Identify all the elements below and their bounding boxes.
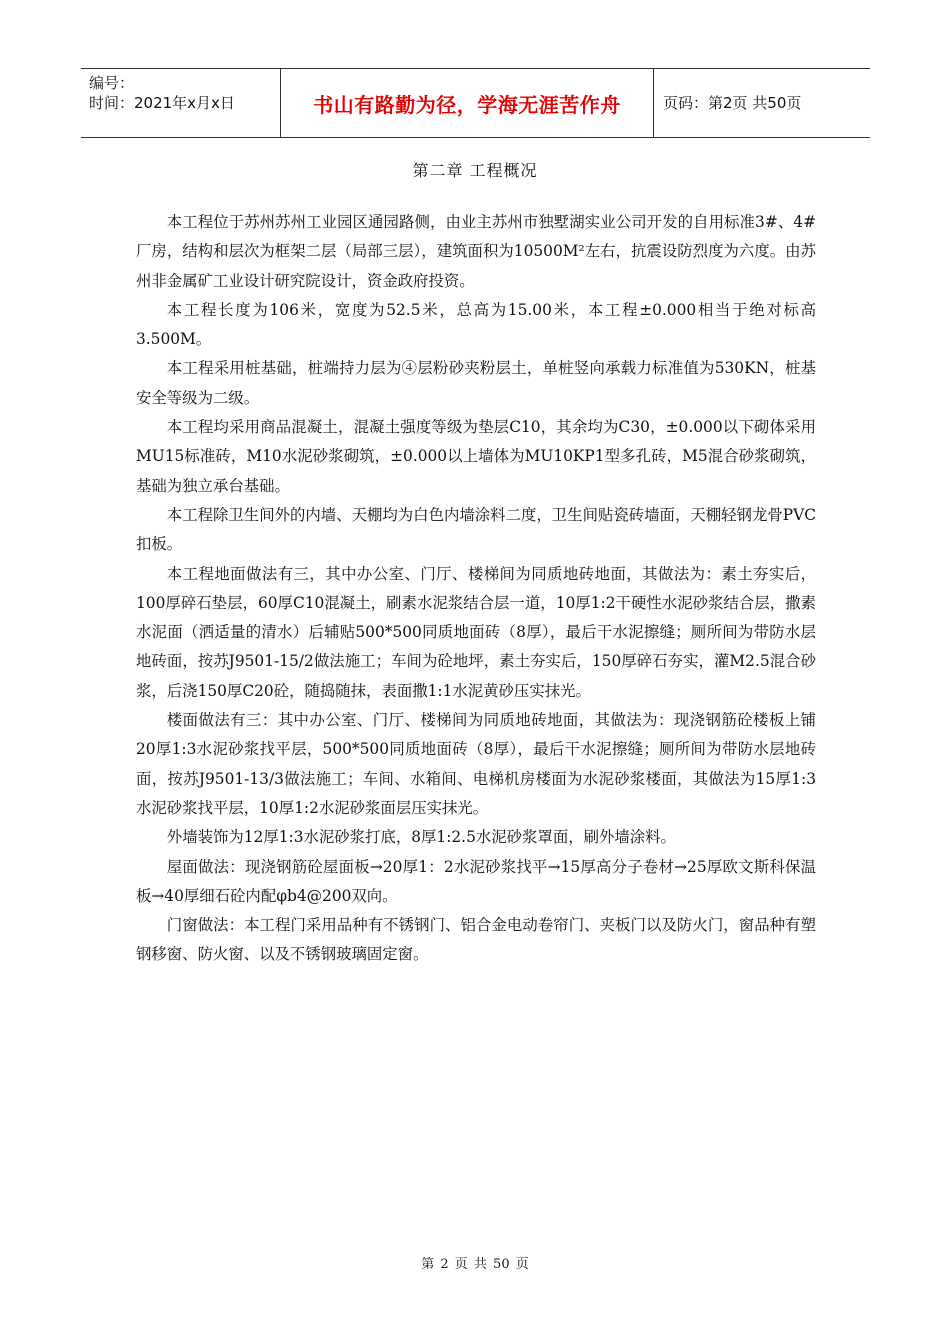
paragraph: 本工程位于苏州苏州工业园区通园路侧，由业主苏州市独墅湖实业公司开发的自用标准3#、4#厂房，结构和层次为框架二层（局部三层），建筑面积为10500M²左右，抗震设防烈度为六度。由苏州非金属矿工业设计研究院设计，资金政府投资。 [136, 213, 816, 290]
paragraph: 本工程采用桩基础，桩端持力层为④层粉砂夹粉层土，单桩竖向承载力标准值为530KN，桩基安全等级为二级。 [136, 359, 816, 407]
header-left-cell [81, 69, 281, 137]
paragraph: 楼面做法有三：其中办公室、门厅、楼梯间为同质地砖地面，其做法为：现浇钢筋砼楼板上铺20厚1:3水泥砂浆找平层，500*500同质地面砖（8厚），最后干水泥擦缝；厕所间为带防水层地砖面，按苏J9501-13/3做法施工；车间、水箱间、电梯机房楼面为水泥砂浆楼面，其做法为15厚1:3水泥砂浆找平层，10厚1:2水泥砂浆面层压实抹光。 [136, 711, 816, 817]
document-date: 时间：2021年x月x日 [89, 94, 235, 112]
paragraph: 外墙装饰为12厚1:3水泥砂浆打底，8厚1:2.5水泥砂浆罩面，刷外墙涂料。 [166, 828, 676, 847]
header-page-info: 页码：第2页 共50页 [663, 93, 802, 112]
chapter-title: 第二章 工程概况 [412, 161, 538, 180]
document-number-label: 编号： [89, 74, 135, 92]
paragraph: 本工程地面做法有三，其中办公室、门厅、楼梯间为同质地砖地面，其做法为：素土夯实后，100厚碎石垫层，60厚C10混凝土，刷素水泥浆结合层一道，10厚1:2干硬性水泥砂浆结合层，撒素水泥面（洒适量的清水）后辅贴500*500同质地面砖（8厚），最后干水泥擦缝；厕所间为带防水层地砖面，按苏J9501-15/2做法施工；车间为砼地坪，素土夯实后，150厚碎石夯实，灌M2.5混合砂浆，后浇150厚C20砼，随捣随抹，表面撒1:1水泥黄砂压实抹光。 [136, 564, 816, 700]
body-text [136, 208, 816, 970]
header-motto: 书山有路勤为径，学海无涯苦作舟 [313, 92, 621, 117]
paragraph: 门窗做法：本工程门采用品种有不锈钢门、铝合金电动卷帘门、夹板门以及防火门，窗品种有塑钢移窗、防火窗、以及不锈钢玻璃固定窗。 [136, 916, 816, 964]
header-motto-cell [281, 69, 654, 137]
header-page-info-cell [654, 69, 870, 137]
page-footer: 第 2 页 共 50 页 [421, 1257, 529, 1272]
paragraph: 本工程除卫生间外的内墙、天棚均为白色内墙涂料二度，卫生间贴瓷砖墙面，天棚轻钢龙骨PVC扣板。 [136, 505, 816, 554]
page-header [81, 68, 870, 138]
paragraph: 本工程长度为106米，宽度为52.5米，总高为15.00米，本工程±0.000相当于绝对标高3.500M。 [136, 300, 816, 349]
paragraph: 本工程均采用商品混凝土，混凝土强度等级为垫层C10，其余均为C30，±0.000以下砌体采用MU15标准砖，M10水泥砂浆砌筑，±0.000以上墙体为MU10KP1型多孔砖，M5混合砂浆砌筑，基础为独立承台基础。 [136, 418, 816, 495]
paragraph: 屋面做法：现浇钢筋砼屋面板→20厚1：2水泥砂浆找平→15厚高分子卷材→25厚欧文斯科保温板→40厚细石砼内配φb4@200双向。 [136, 857, 816, 905]
